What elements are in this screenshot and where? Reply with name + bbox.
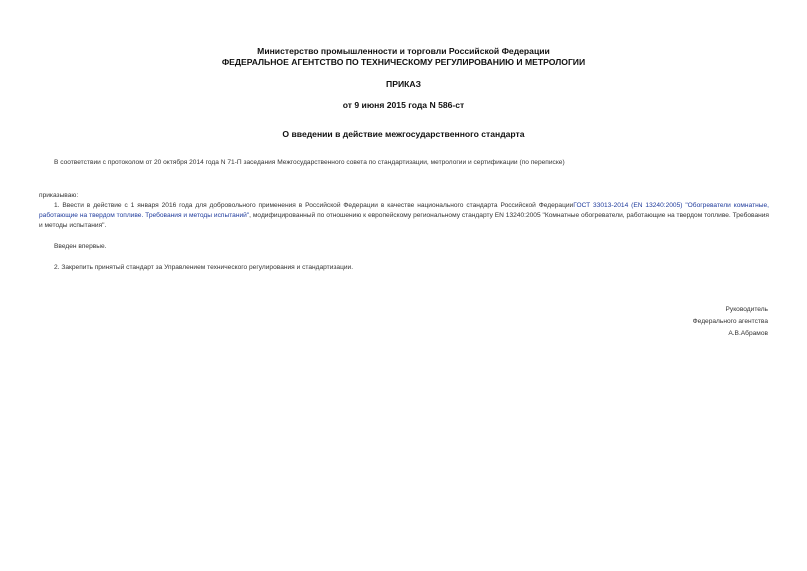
item-1-text-end: , модифицированный по отношению к европейскому региональному стандарту EN 13240:2005 "Комнатные обогреватели, работающие на твердом топливе. Требования и методы испытания". bbox=[39, 212, 770, 229]
order-word: приказываю: bbox=[39, 192, 79, 199]
signature-name: А.В.Абрамов bbox=[728, 330, 768, 337]
ministry-title: Министерство промышленности и торговли Российской Федерации bbox=[257, 46, 550, 56]
item-1-paragraph bbox=[39, 201, 769, 231]
first-introduced-note: Введен впервые. bbox=[54, 243, 107, 250]
signature-position-line1: Руководитель bbox=[725, 306, 768, 313]
document-date-number: от 9 июня 2015 года N 586-ст bbox=[342, 100, 465, 110]
item-1-text-start: 1. Ввести в действие с 1 января 2016 года для добровольного применения в Российской Федерации в качестве национального стандарта Российской Федерации bbox=[54, 202, 574, 209]
signature-position-line2: Федерального агентства bbox=[692, 318, 768, 325]
document-type: ПРИКАЗ bbox=[386, 79, 421, 89]
agency-title: ФЕДЕРАЛЬНОЕ АГЕНТСТВО ПО ТЕХНИЧЕСКОМУ РЕГУЛИРОВАНИЮ И МЕТРОЛОГИИ bbox=[221, 57, 586, 67]
document-subject: О введении в действие межгосударственного стандарта bbox=[282, 129, 525, 139]
gost-33013-link[interactable]: ГОСТ 33013-2014 (EN 13240:2005) "Обогреватели комнатные, работающие на твердом топливе. Требования и методы испытаний" bbox=[39, 202, 769, 219]
item-2-paragraph: 2. Закрепить принятый стандарт за Управлением технического регулирования и стандартизации. bbox=[54, 264, 354, 271]
preamble-paragraph: В соответствии с протоколом от 20 октября 2014 года N 71-П заседания Межгосударственного совета по стандартизации, метрологии и сертификации (по переписке) bbox=[54, 159, 565, 166]
